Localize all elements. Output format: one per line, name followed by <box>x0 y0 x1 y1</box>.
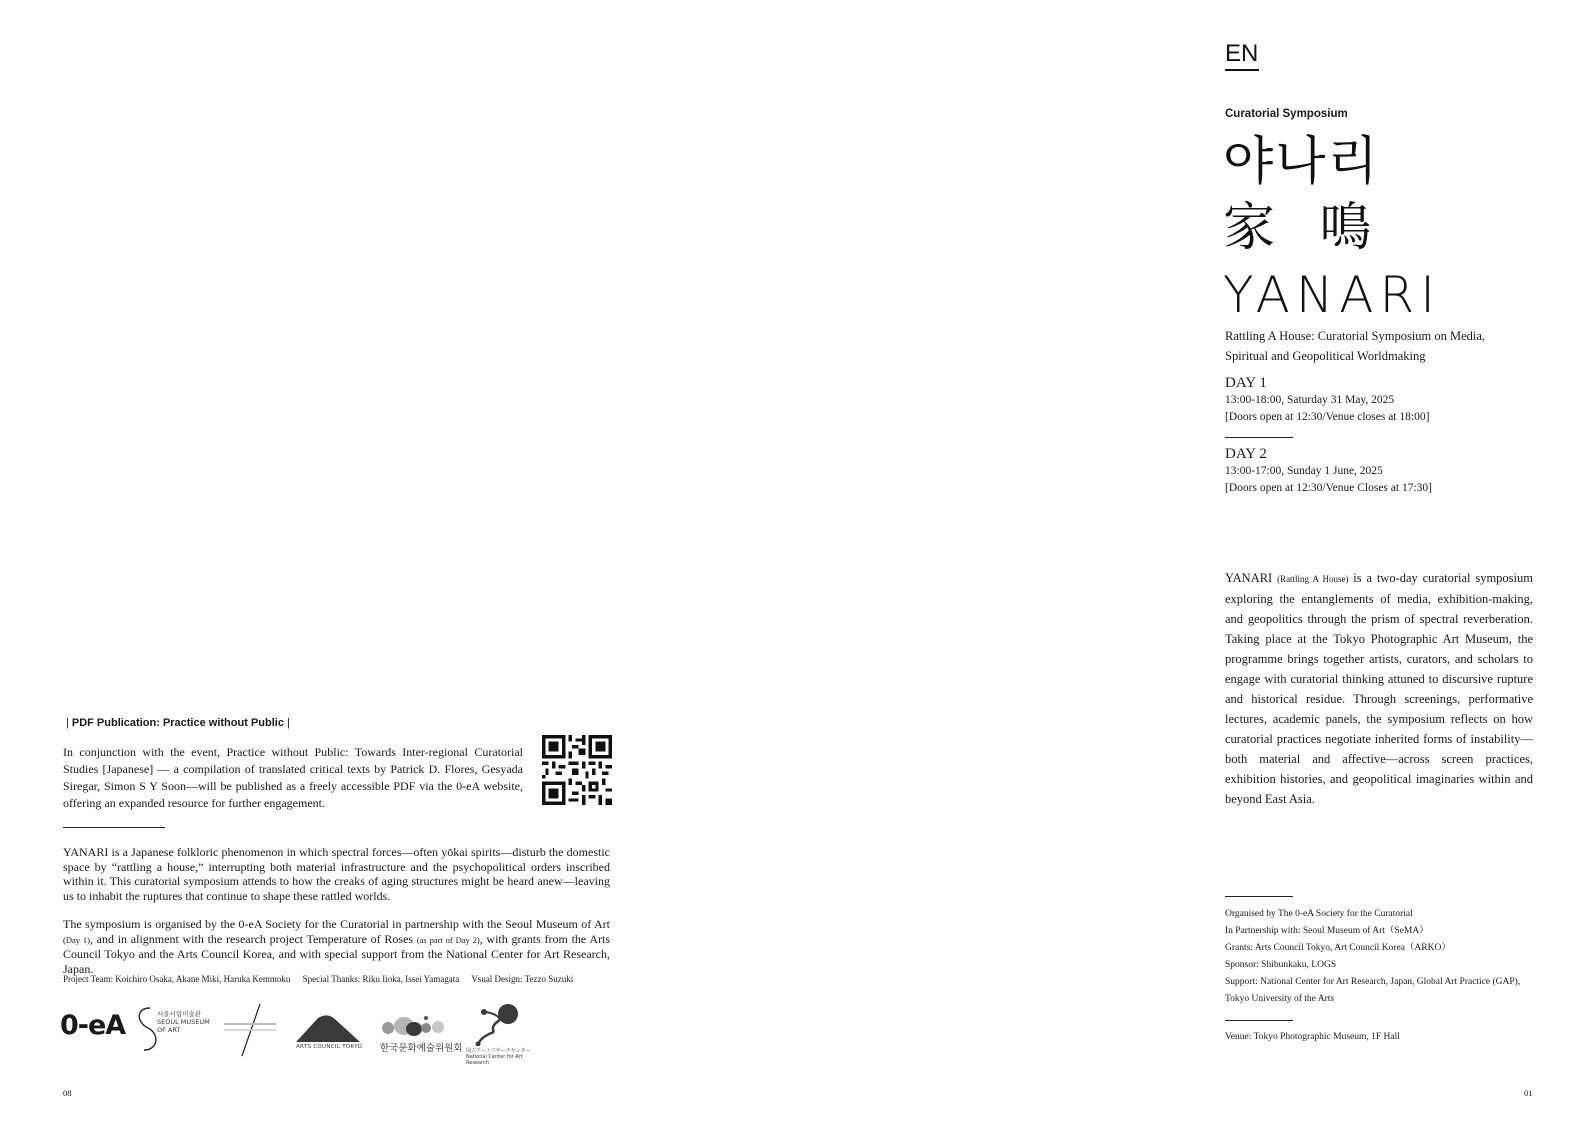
biennale-logo-icon <box>220 1002 280 1058</box>
symposium-subtitle <box>1225 326 1525 366</box>
venue-text: Venue: Tokyo Photographic Museum, 1F Hall <box>1225 1032 1400 1042</box>
pdf-heading-text: PDF Publication: Practice without Public <box>71 717 284 729</box>
org-text-part: , with grants from the Arts Council Tokyo and the Arts Council Korea, and with special support from the National Center for Art Research, Japan. <box>63 931 610 976</box>
intro-paragraph <box>1225 568 1533 809</box>
credit-line: Organised by The 0-eA Society for the Curatorial <box>1225 909 1413 919</box>
pdf-publication-heading: | PDF Publication: Practice without Public | <box>66 717 290 729</box>
intro-lead: YANARI <box>1225 571 1273 585</box>
title-japanese-calligraphy: 家 鳴 <box>1223 198 1374 258</box>
intro-body: is a two-day curatorial symposium exploring the entanglements of media, exhibition-making, and geopolitics through the prism of spectral reverberation. Taking place at the Tokyo Photographic Art Museum, the programme brings together artists, curators, and scholars to engage with curatorial thinking attuned to discursive rupture and historical residue. Through screenings, performative lectures, academic panels, the symposium reflects on how curatorial practices negotiate inherited forms of instability—both material and affective—across screen practices, exhibition histories, and geopolitical imaginaries within and beyond East Asia. <box>1225 571 1533 806</box>
subtitle-line-1: Rattling A House: Curatorial Symposium on Media, <box>1225 329 1486 343</box>
subtitle-line-2: Spiritual and Geopolitical Worldmaking <box>1225 349 1426 363</box>
credits-divider-bottom <box>1225 1020 1293 1021</box>
team-credits <box>63 974 623 984</box>
day-2-time: 13:00-17:00, Sunday 1 June, 2025 <box>1225 465 1383 477</box>
ncar-name-english: National Center for Art Research <box>466 1054 523 1066</box>
oea-logo: 0-eA <box>60 1010 126 1041</box>
credits-divider-top <box>1225 896 1293 897</box>
page-number-left: 08 <box>63 1088 72 1098</box>
organisation-text <box>63 917 610 976</box>
sema-logo-text <box>157 1010 210 1034</box>
partner-logos <box>60 1002 540 1066</box>
language-underline <box>1225 69 1259 71</box>
qr-code-icon[interactable] <box>542 735 612 805</box>
page-number-right: 01 <box>1524 1088 1533 1098</box>
arts-council-tokyo-logo-icon <box>294 1012 362 1058</box>
sema-name-korean: 서울시립미술관 <box>157 1010 201 1018</box>
sema-name-english-2: OF ART <box>157 1026 181 1034</box>
arko-logo-icon <box>380 1012 450 1038</box>
credit-line: In Partnership with: Seoul Museum of Art（SeMA） <box>1225 926 1429 936</box>
credit-line: Tokyo University of the Arts <box>1225 994 1335 1004</box>
credit-line: Grants: Arts Council Tokyo, Art Council Korea（ARKO） <box>1225 943 1451 953</box>
yanari-description: YANARI is a Japanese folkloric phenomenon in which spectral forces—often yōkai spirits—disturb the domestic space by “rattling a house,” interrupting both material infrastructure and the psychopolitical orders inscribed within it. This curatorial symposium attends to how the creaks of aging structures might be heard anew—leaving us to inhabit the ruptures that continue to shape these rattled worlds. <box>63 845 610 903</box>
org-text-part: The symposium is organised by the 0-eA Society for the Curatorial in partnership with the Seoul Museum of Art <box>63 917 610 931</box>
intro-lead-small: (Rattling A House) <box>1277 574 1349 584</box>
day-1-time: 13:00-18:00, Saturday 31 May, 2025 <box>1225 394 1395 406</box>
day-1-doors: [Doors open at 12:30/Venue closes at 18:00] <box>1225 411 1430 423</box>
day-2-block <box>1225 446 1555 497</box>
day-2-title: DAY 2 <box>1225 446 1267 462</box>
day-divider <box>1225 437 1293 438</box>
visual-design: Vsual Design: Tezzo Suzuki <box>471 974 574 984</box>
org-text-part: , and in alignment with the research project Temperature of Roses <box>89 931 414 946</box>
ncar-name-japanese: 国立アートリサーチセンター <box>466 1048 531 1054</box>
day-1-block <box>1225 375 1555 426</box>
pdf-publication-text: In conjunction with the event, Practice without Public: Towards Inter-regional Curatorial Studies [Japanese] — a compilation of translated critical texts by Patrick D. Flores, Gesyada Siregar, Simon S Y Soon—will be published as a freely accessible PDF via the 0-eA website, offering an expanded resource for further engagement. <box>63 745 523 810</box>
title-korean-calligraphy: 야나리 <box>1223 132 1380 192</box>
credits-list <box>1225 906 1555 1008</box>
sema-name-english-1: SEOUL MUSEUM <box>157 1018 210 1026</box>
language-label: EN <box>1225 40 1259 67</box>
credit-line: Support: National Center for Art Research, Japan, Global Art Practice (GAP), <box>1225 977 1521 987</box>
day-1-title: DAY 1 <box>1225 375 1267 391</box>
ncar-logo-text <box>466 1048 540 1066</box>
title-latin-calligraphy: YANARI <box>1223 266 1441 324</box>
project-team: Project Team: Koichiro Osaka, Akane Miki, Haruka Kemmoku <box>63 974 291 984</box>
arts-council-tokyo-logo-text: ARTS COUNCIL TOKYO <box>296 1044 363 1050</box>
symposium-label: Curatorial Symposium <box>1225 108 1348 120</box>
org-note-day2: (as part of Day 2) <box>416 934 480 945</box>
credit-line: Sponsor: Shibunkaku, LOGS <box>1225 960 1337 970</box>
section-divider <box>63 827 165 828</box>
day-2-doors: [Doors open at 12:30/Venue Closes at 17:30] <box>1225 482 1432 494</box>
org-note-day1: (Day 1) <box>63 934 90 945</box>
arko-logo-text: 한국문화예술위원회 <box>380 1043 463 1054</box>
special-thanks: Special Thanks: Riku Iioka, Issei Yamagata <box>302 974 460 984</box>
ncar-logo-icon <box>468 1002 522 1046</box>
